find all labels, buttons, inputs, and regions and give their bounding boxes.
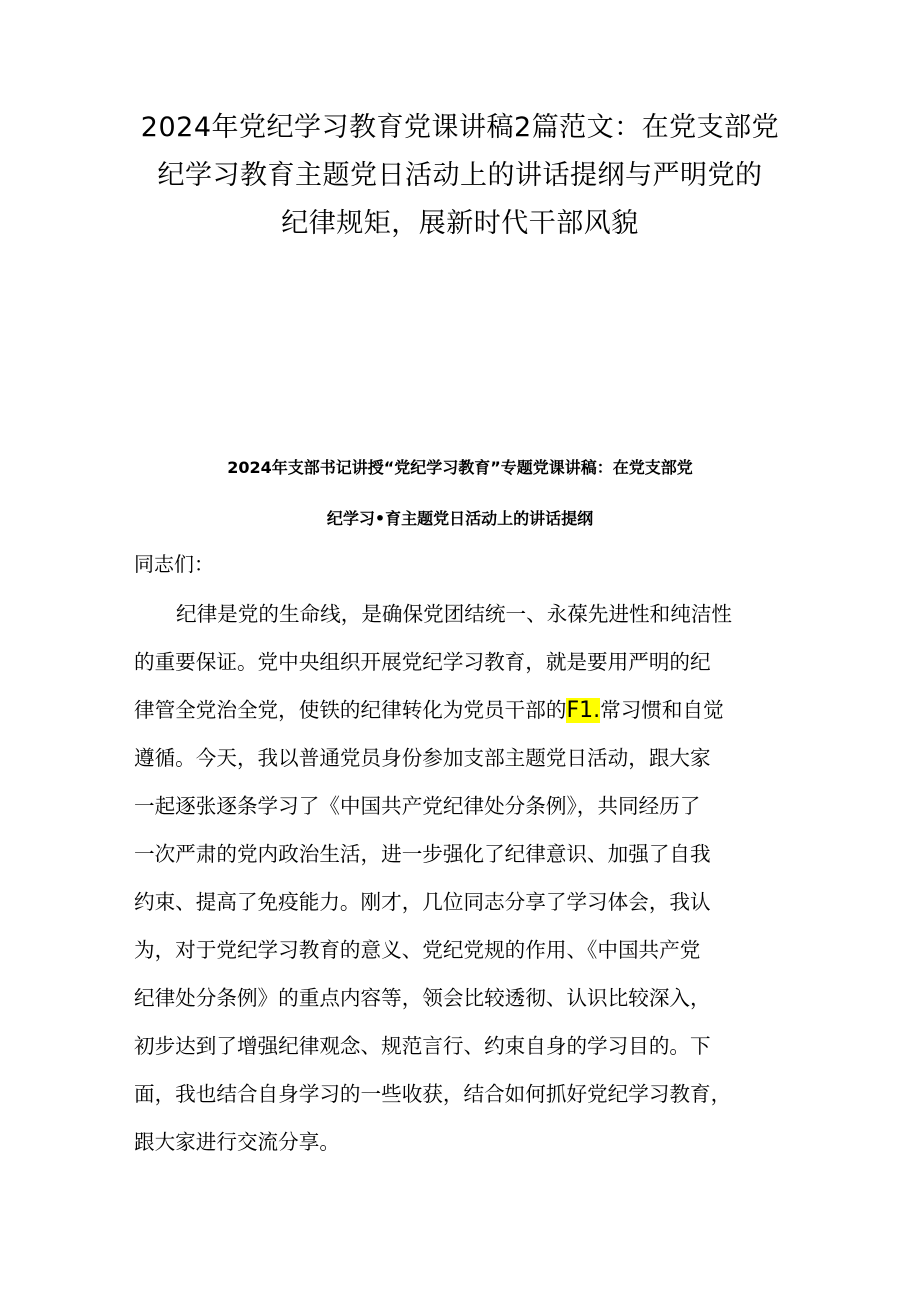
highlighted-text: F1.: [566, 698, 601, 723]
subtitle-line: 纪学习•育主题党日活动上的讲话提纲: [326, 509, 594, 528]
body-paragraph: [134, 590, 794, 1166]
title-line: 纪学习教育主题党日活动上的讲话提纲与严明党的: [157, 160, 763, 191]
body-line-text: 常习惯和自觉: [600, 698, 724, 722]
salutation: 同志们：: [134, 552, 214, 576]
body-line: 一次严肃的党内政治生活，进一步强化了纪律意识、加强了自我: [134, 842, 711, 866]
body-line: 纪律处分条例》的重点内容等，领会比较透彻、认识比较深入，: [134, 986, 711, 1010]
body-line: 纪律是党的生命线，是确保党团结统一、永葆先进性和纯洁性: [176, 602, 733, 626]
body-line: 遵循。今天，我以普通党员身份参加支部主题党日活动，跟大家: [134, 746, 711, 770]
title-line: 2024年党纪学习教育党课讲稿2篇范文：在党支部党: [140, 112, 780, 143]
body-line-text: 律管全党治全党，使铁的纪律转化为党员干部的: [134, 698, 567, 722]
document-title: [120, 104, 800, 248]
body-line: 为，对于党纪学习教育的意义、党纪党规的作用、《中国共产党: [134, 938, 701, 962]
body-line-highlighted: [134, 686, 794, 734]
body-line: 一起逐张逐条学习了《中国共产党纪律处分条例》，共同经历了: [134, 794, 701, 818]
body-line: 跟大家进行交流分享。: [134, 1130, 340, 1154]
body-line: 的重要保证。党中央组织开展党纪学习教育，就是要用严明的纪: [134, 650, 711, 674]
body-line: 约束、提高了免疫能力。刚才，几位同志分享了学习体会，我认: [134, 890, 711, 914]
title-line: 纪律规矩，展新时代干部风貌: [281, 208, 639, 239]
subtitle-line: 2024年支部书记讲授“党纪学习教育”专题党课讲稿：在党支部党: [227, 458, 693, 477]
body-line: 面，我也结合自身学习的一些收获，结合如何抓好党纪学习教育，: [134, 1082, 732, 1106]
body-line: 初步达到了增强纪律观念、规范言行、约束自身的学习目的。下: [134, 1034, 711, 1058]
